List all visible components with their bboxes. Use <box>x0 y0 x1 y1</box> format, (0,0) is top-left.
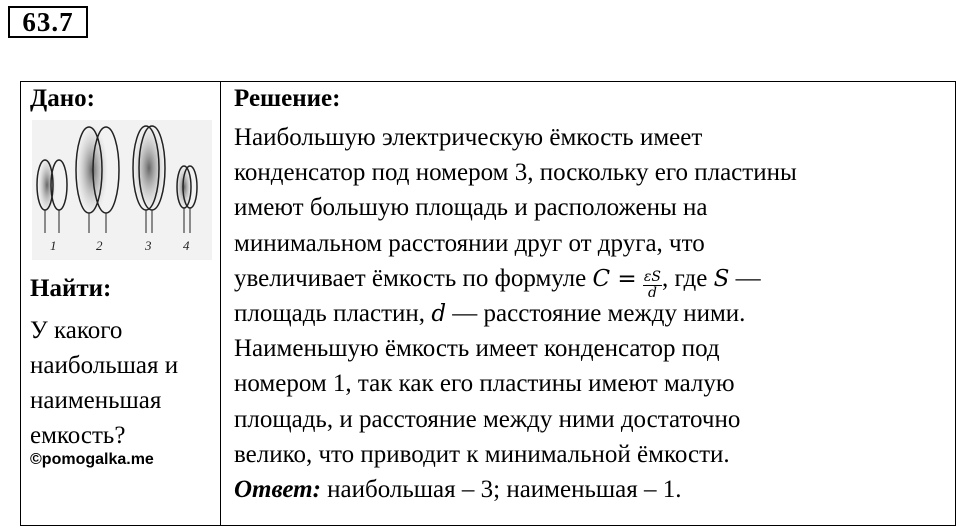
solution-line: номером 1, так как его пластины имеют малую <box>234 370 735 398</box>
formula-intro: увеличивает ёмкость по формуле <box>234 264 593 292</box>
solution-line <box>234 296 950 331</box>
question-line: наименьшая <box>30 387 162 414</box>
find-heading: Найти: <box>30 275 112 302</box>
solution-text <box>234 120 950 507</box>
solution-line: минимальном расстоянии друг от друга, что <box>234 229 705 257</box>
given-column <box>30 84 216 114</box>
solution-line: площадь, и расстояние между ними достаточно <box>234 405 741 433</box>
figure-label-3: 3 <box>145 238 152 253</box>
solution-line: конденсатор под номером 3, поскольку его пластины <box>234 159 797 187</box>
capacitors-figure <box>32 120 212 260</box>
formula-where: , где <box>662 264 714 292</box>
answer-line <box>234 472 950 507</box>
figure-label-2: 2 <box>96 238 103 253</box>
question-line: емкость? <box>30 422 126 449</box>
solution-line: имеют большую площадь и расположены на <box>234 194 708 222</box>
figure-label-1: 1 <box>50 238 57 253</box>
figure-label-4: 4 <box>183 238 190 253</box>
problem-number: 63.7 <box>8 6 88 38</box>
formula-dash: — <box>729 264 761 292</box>
watermark: ©pomogalka.me <box>30 451 154 468</box>
formula-lhs: C = <box>592 265 637 292</box>
formula-denominator: d <box>647 284 657 301</box>
answer-text: наибольшая – 3; наименьшая – 1. <box>320 475 682 503</box>
formula-numerator: εS <box>643 268 662 285</box>
answer-label: Ответ: <box>234 475 321 503</box>
solution-line: Наименьшую ёмкость имеет конденсатор под <box>234 335 720 363</box>
plate-area-text: площадь пластин, <box>234 299 432 327</box>
solution-line-formula <box>234 261 950 301</box>
column-divider <box>220 81 221 526</box>
question-line: наибольшая и <box>30 352 179 379</box>
given-heading: Дано: <box>30 85 95 112</box>
question-line: У какого <box>30 317 123 344</box>
solution-column <box>234 84 950 507</box>
variable-s: S <box>713 265 730 292</box>
solution-line: велико, что приводит к минимальной ёмкости. <box>234 440 730 468</box>
find-question <box>30 313 216 453</box>
solution-heading: Решение: <box>234 85 341 112</box>
variable-d: d <box>431 300 447 327</box>
solution-line: Наибольшую электрическую ёмкость имеет <box>234 124 703 151</box>
distance-text: — расстояние между ними. <box>446 299 746 327</box>
